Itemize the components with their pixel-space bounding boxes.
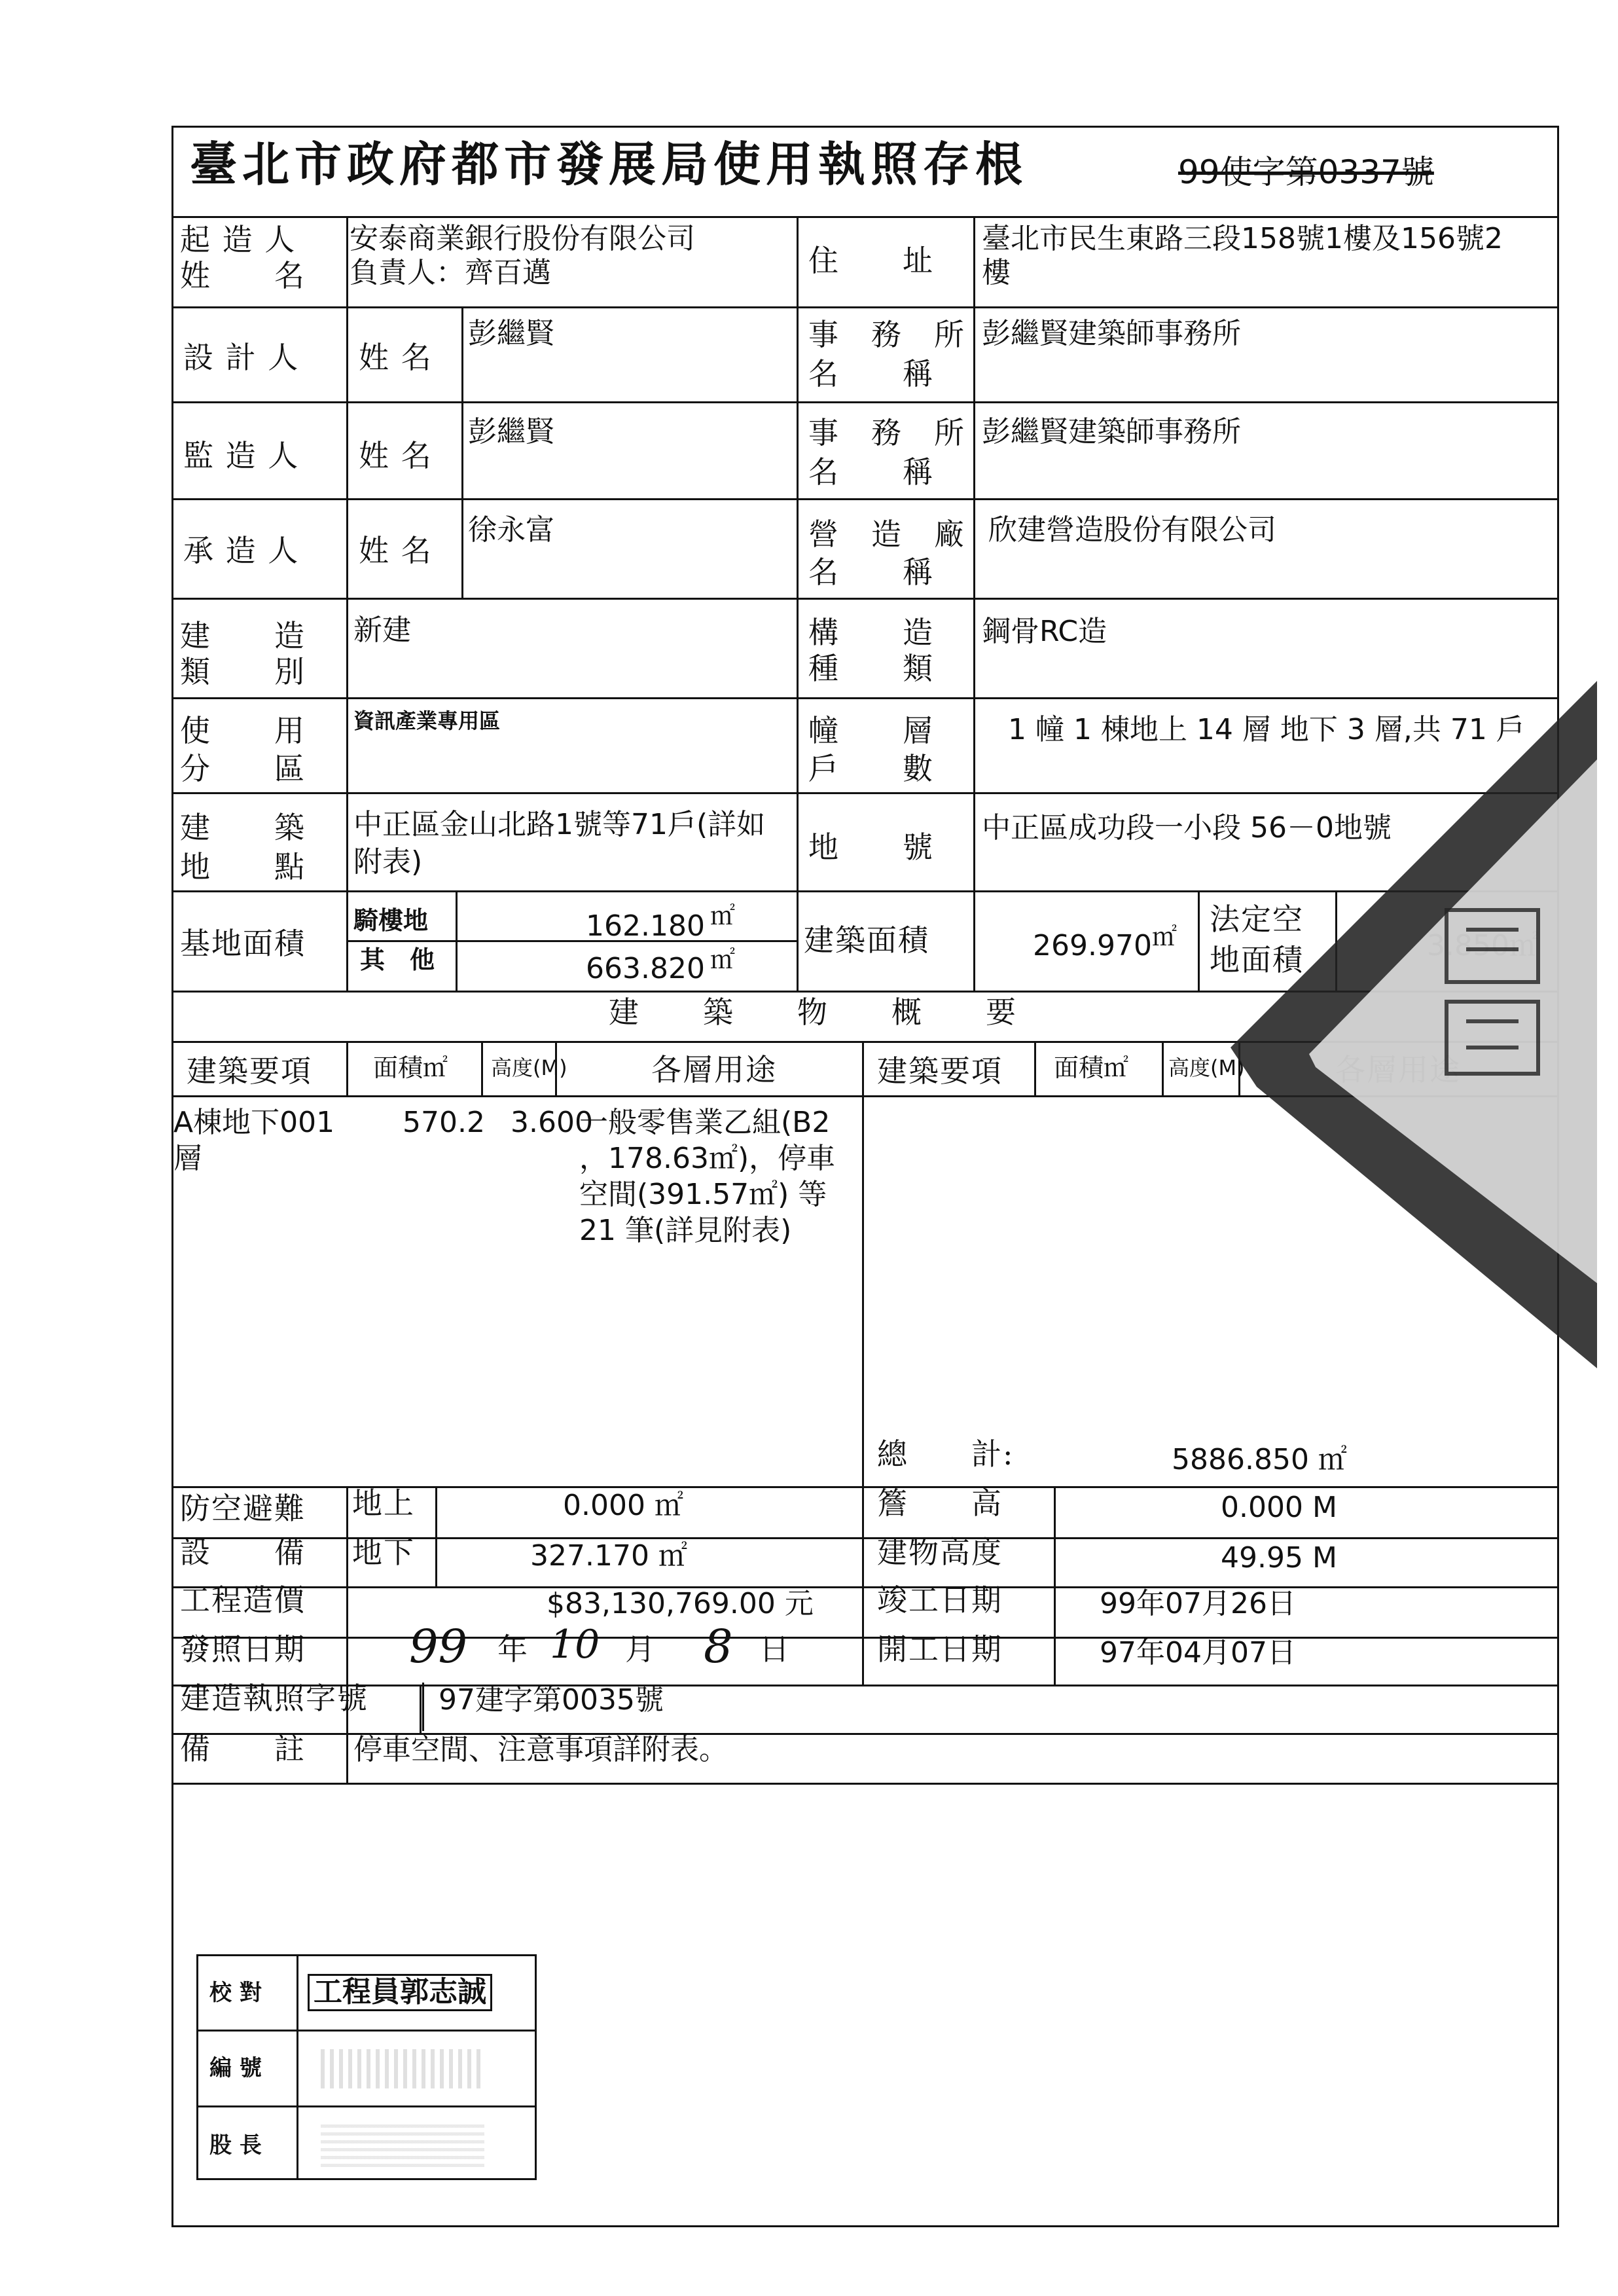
site-area-label: 基地面積 (180, 926, 306, 961)
address-value: 臺北市民生東路三段158號1樓及156號2 (982, 222, 1503, 255)
col-area-header: 面積㎡ (373, 1053, 448, 1082)
units-label-2: 戶 數 (808, 751, 934, 786)
shelter-label: 防空避難 (180, 1491, 306, 1526)
construction-type: 新建 (353, 613, 411, 647)
issue-year: 99 (409, 1620, 468, 1673)
construction-type-label: 建 造 (180, 618, 306, 653)
eave-label: 簷 高 (877, 1485, 1003, 1521)
chief-stamp (321, 2124, 484, 2167)
zoning-value: 資訊產業專用區 (353, 708, 501, 733)
completion-value: 99年07月26日 (1100, 1587, 1296, 1620)
issue-month: 10 (550, 1622, 600, 1667)
designer-office-label-2: 名 稱 (808, 356, 934, 392)
builder-name-label: 姓 名 (180, 258, 306, 293)
other-unit: ㎡ (710, 945, 736, 974)
location-label: 建 築 (180, 810, 306, 845)
license-value: 97建字第0035號 (439, 1683, 664, 1717)
row-use-2: ，178.63㎡)，停車 (579, 1142, 836, 1175)
row-use-1: 一般零售業乙組(B2 (579, 1106, 831, 1139)
building-area-unit: ㎡ (1152, 922, 1178, 951)
start-date-value: 97年04月07日 (1100, 1636, 1296, 1669)
designer-name: 彭繼賢 (468, 317, 554, 350)
units-value: 1 幢 1 棟地上 14 層 地下 3 層,共 71 戶 (1008, 713, 1525, 746)
start-date-label: 開工日期 (877, 1631, 1003, 1667)
lot-value: 中正區成功段一小段 56－0地號 (982, 811, 1392, 845)
supervisor-name: 彭繼賢 (468, 415, 554, 448)
total-label: 總 計: (877, 1436, 1015, 1472)
arcade-unit: ㎡ (710, 902, 736, 930)
address-label: 住 址 (808, 243, 934, 278)
col-height-header: 高度(M) (491, 1055, 567, 1080)
units-label: 幢 層 (808, 713, 934, 748)
permit-number: 99使字第0337號 (1178, 153, 1434, 191)
building-height-label: 建物高度 (877, 1535, 1003, 1570)
shelter-below-value: 327.170 ㎡ (530, 1539, 687, 1573)
cost-label: 工程造價 (180, 1582, 306, 1618)
lot-label: 地 號 (808, 829, 934, 865)
designer-label: 設 計 人 (183, 340, 300, 375)
supervisor-label: 監 造 人 (183, 438, 300, 473)
zoning-label-2: 分 區 (180, 751, 306, 786)
license-label: 建造執照字號 (180, 1681, 369, 1716)
page-title: 臺北市政府都市發展局使用執照存根 (190, 136, 1028, 192)
contractor-company-label-2: 名 稱 (808, 555, 934, 590)
address-value-cont: 樓 (982, 256, 1011, 289)
completion-label: 竣工日期 (877, 1582, 1003, 1618)
total-value: 5886.850 ㎡ (1172, 1443, 1347, 1476)
location-value-2: 附表) (353, 845, 423, 879)
number-label: 編 號 (209, 2055, 262, 2081)
location-label-2: 地 點 (180, 849, 306, 884)
shelter-label-2: 設 備 (180, 1535, 306, 1570)
arcade-area: 162.180 (586, 909, 705, 943)
check-label: 校 對 (209, 1980, 262, 2006)
arcade-label: 騎樓地 (353, 906, 429, 935)
builder-label: 起 造 人 (180, 222, 297, 257)
row-item-2: 層 (173, 1142, 202, 1175)
structure-type: 鋼骨RC造 (982, 615, 1107, 648)
other-area: 663.820 (586, 952, 705, 985)
supervisor-name-label: 姓 名 (359, 438, 433, 473)
issue-day-unit: 日 (759, 1631, 791, 1667)
col-area-header-right: 面積㎡ (1054, 1053, 1129, 1082)
building-height-value: 49.95 M (1221, 1541, 1337, 1575)
issue-month-unit: 月 (625, 1631, 656, 1667)
designer-name-label: 姓 名 (359, 340, 433, 375)
col-height-header-right: 高度(M) (1168, 1055, 1245, 1080)
shelter-above-value: 0.000 ㎡ (563, 1489, 683, 1522)
building-area-label: 建築面積 (804, 922, 929, 958)
builder-representative: 負責人：齊百邁 (350, 256, 551, 289)
col-item-header-right: 建築要項 (877, 1053, 1003, 1089)
approval-stamp (1231, 681, 1597, 1414)
structure-label: 構 造 (808, 615, 934, 650)
issue-year-unit: 年 (497, 1631, 529, 1667)
supervisor-office: 彭繼賢建築師事務所 (982, 415, 1241, 448)
contractor-name: 徐永富 (468, 513, 554, 547)
zoning-label: 使 用 (180, 713, 306, 748)
other-label: 其 他 (360, 945, 435, 974)
structure-label-2: 種 類 (808, 651, 934, 686)
col-use-header: 各層用途 (651, 1052, 777, 1087)
supervisor-office-label-2: 名 稱 (808, 454, 934, 490)
contractor-label: 承 造 人 (183, 533, 300, 568)
row-use-4: 21 筆(詳見附表) (579, 1214, 792, 1247)
row-height: 3.600 (511, 1106, 593, 1139)
designer-office-label: 事 務 所 (808, 317, 965, 352)
open-space-label: 法定空 (1210, 902, 1304, 937)
cost-value: $83,130,769.00 元 (547, 1587, 814, 1620)
row-use-3: 空間(391.57㎡) 等 (579, 1178, 827, 1211)
issue-day: 8 (704, 1620, 733, 1673)
remarks-value: 停車空間、注意事項詳附表。 (353, 1733, 728, 1766)
shelter-below-label: 地下 (352, 1535, 415, 1570)
supervisor-office-label: 事 務 所 (808, 415, 965, 450)
issue-date-label: 發照日期 (180, 1631, 306, 1667)
designer-office: 彭繼賢建築師事務所 (982, 317, 1241, 350)
open-space-label-2: 地面積 (1210, 942, 1304, 977)
construction-type-label-2: 類 別 (180, 654, 306, 689)
number-stamp (321, 2049, 484, 2088)
chief-label: 股 長 (209, 2132, 262, 2159)
eave-value: 0.000 M (1221, 1491, 1337, 1524)
check-value: 工程員郭志誠 (308, 1974, 492, 2011)
contractor-company-label: 營 造 廠 (808, 517, 965, 552)
row-area: 570.2 (403, 1106, 485, 1139)
col-item-header: 建築要項 (187, 1053, 312, 1089)
builder-company: 安泰商業銀行股份有限公司 (350, 222, 695, 255)
contractor-name-label: 姓 名 (359, 533, 433, 568)
shelter-above-label: 地上 (352, 1485, 415, 1521)
remarks-label: 備 註 (180, 1731, 306, 1766)
building-area: 269.970 (1033, 929, 1152, 962)
contractor-company: 欣建營造股份有限公司 (988, 513, 1276, 547)
summary-heading: 建 築 物 概 要 (609, 994, 1017, 1030)
location-value: 中正區金山北路1號等71戶(詳如 (353, 808, 766, 841)
row-item: A棟地下001 (173, 1106, 335, 1139)
